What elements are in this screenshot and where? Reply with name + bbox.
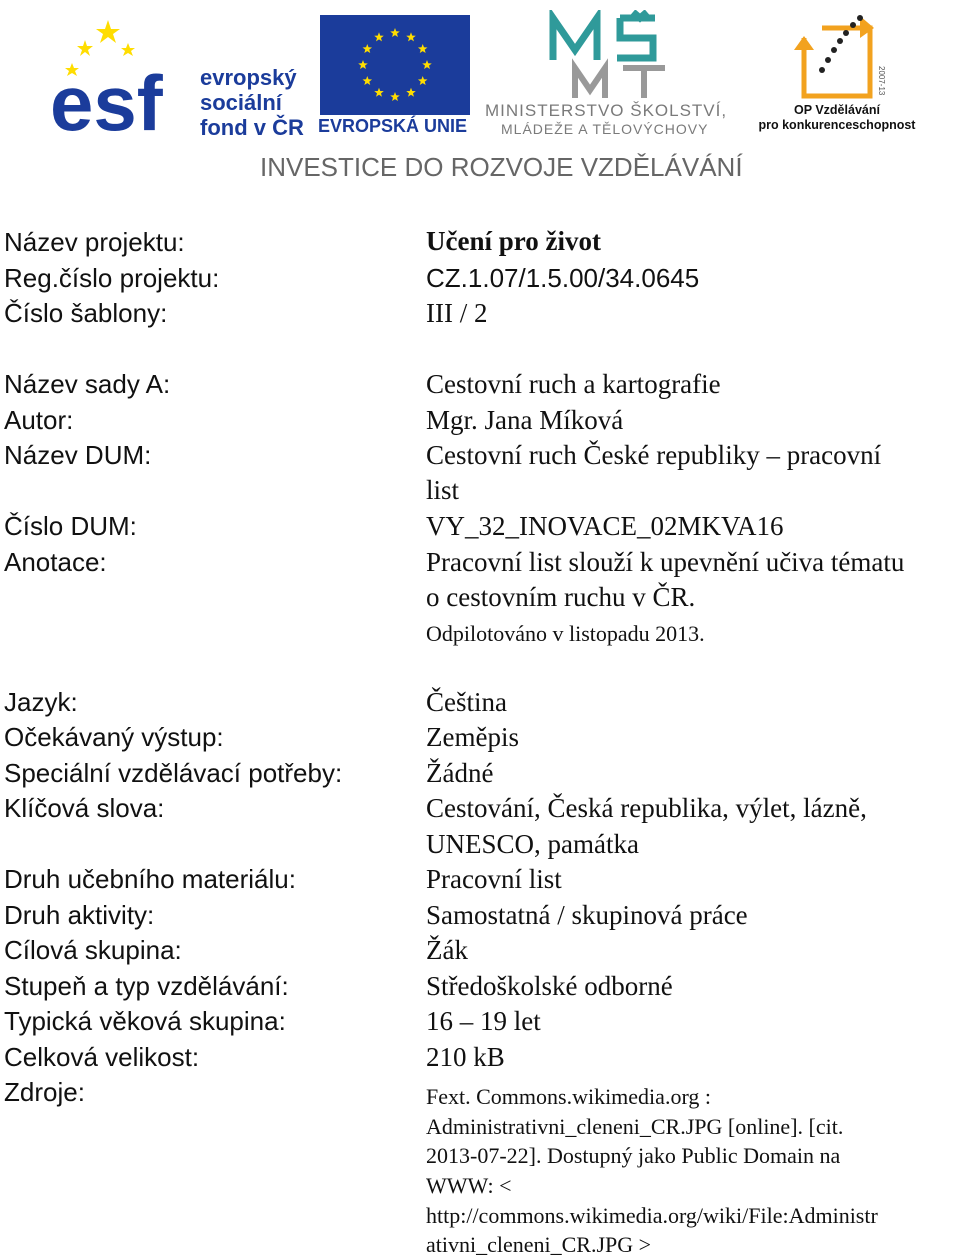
- row-vystup: [4, 722, 224, 753]
- value-aktivita: Samostatná / skupinová práce: [426, 900, 748, 930]
- value-anotace-2: o cestovním ruchu v ČR.: [426, 582, 696, 612]
- op-text: [752, 103, 922, 133]
- eu-flag-logo: [320, 15, 470, 115]
- value-material: Pracovní list: [426, 864, 562, 894]
- value-zdroje-1: Fext. Commons.wikimedia.org :: [426, 1084, 711, 1109]
- row-vek: [4, 1006, 286, 1037]
- value-vystup: Zeměpis: [426, 722, 519, 752]
- row-aktivita: [4, 900, 154, 931]
- label-aktivita: Druh aktivity:: [4, 900, 155, 930]
- msmt-line-1: MINISTERSTVO ŠKOLSTVÍ,: [485, 101, 728, 120]
- msmt-text: [485, 101, 727, 139]
- eu-label: EVROPSKÁ UNIE: [318, 116, 468, 136]
- op-line-2: pro konkurenceschopnost: [758, 118, 916, 132]
- msmt-logo: [545, 10, 685, 102]
- row-potreby: [4, 758, 342, 789]
- esf-line-1: evropský: [200, 65, 297, 90]
- value-velikost: 210 kB: [426, 1042, 505, 1072]
- value-potreby: Žádné: [426, 758, 494, 788]
- row-sada: [4, 369, 170, 400]
- esf-line-3: fond v ČR: [200, 115, 304, 140]
- label-zdroje: Zdroje:: [4, 1077, 85, 1107]
- value-zdroje-3: 2013-07-22]. Dostupný jako Public Domain na: [426, 1143, 841, 1168]
- value-sada: Cestovní ruch a kartografie: [426, 369, 721, 399]
- esf-line-2: sociální: [200, 90, 282, 115]
- label-velikost: Celková velikost:: [4, 1042, 200, 1072]
- row-zdroje: [4, 1077, 85, 1108]
- label-vystup: Očekávaný výstup:: [4, 722, 224, 752]
- label-skupina: Cílová skupina:: [4, 935, 182, 965]
- op-line-1: OP Vzdělávání: [794, 103, 880, 117]
- value-slova-2: UNESCO, památka: [426, 829, 639, 859]
- row-jazyk: [4, 687, 78, 718]
- esf-logo: [50, 15, 195, 135]
- row-autor: [4, 405, 73, 436]
- value-zdroje-4: WWW: <: [426, 1173, 512, 1198]
- label-autor: Autor:: [4, 405, 74, 435]
- value-skupina: Žák: [426, 935, 468, 965]
- value-reg: CZ.1.07/1.5.00/34.0645: [426, 263, 700, 293]
- label-stupen: Stupeň a typ vzdělávání:: [4, 971, 289, 1001]
- esf-text: [200, 65, 304, 140]
- row-material: [4, 864, 296, 895]
- row-projekt: [4, 227, 185, 258]
- value-anotace-3: Odpilotováno v listopadu 2013.: [426, 621, 705, 646]
- value-slova-1: Cestování, Česká republika, výlet, lázně,: [426, 793, 867, 823]
- value-zdroje-6: ativni_cleneni_CR.JPG >: [426, 1232, 652, 1257]
- label-anotace: Anotace:: [4, 547, 107, 577]
- row-dum: [4, 440, 151, 471]
- row-anotace: [4, 547, 107, 578]
- value-vek: 16 – 19 let: [426, 1006, 541, 1036]
- label-reg: Reg.číslo projektu:: [4, 263, 220, 293]
- value-dum-2: list: [426, 475, 460, 505]
- label-sada: Název sady A:: [4, 369, 171, 399]
- value-autor: Mgr. Jana Míková: [426, 405, 624, 435]
- value-zdroje-5[interactable]: http://commons.wikimedia.org/wiki/File:Administr: [426, 1203, 878, 1228]
- row-slova: [4, 793, 164, 824]
- svg-text:esf: esf: [50, 59, 163, 135]
- label-jazyk: Jazyk:: [4, 687, 78, 717]
- label-vek: Typická věková skupina:: [4, 1006, 286, 1036]
- row-skupina: [4, 935, 182, 966]
- label-cislo-dum: Číslo DUM:: [4, 511, 137, 541]
- svg-text:2007-13: 2007-13: [877, 66, 886, 96]
- value-jazyk: Čeština: [426, 687, 507, 717]
- label-sablona: Číslo šablony:: [4, 298, 168, 328]
- logo-header: [0, 0, 960, 200]
- label-projekt: Název projektu:: [4, 227, 185, 257]
- row-sablona: [4, 298, 167, 329]
- label-slova: Klíčová slova:: [4, 793, 165, 823]
- value-dum-1: Cestovní ruch České republiky – pracovní: [426, 440, 882, 470]
- row-velikost: [4, 1042, 199, 1073]
- op-logo: [782, 8, 892, 103]
- label-dum: Název DUM:: [4, 440, 152, 470]
- row-cislo-dum: [4, 511, 137, 542]
- value-projekt: Učení pro život: [426, 226, 601, 256]
- slogan: INVESTICE DO ROZVOJE VZDĚLÁVÁNÍ: [260, 152, 743, 182]
- label-material: Druh učebního materiálu:: [4, 864, 296, 894]
- value-stupen: Středoškolské odborné: [426, 971, 673, 1001]
- value-anotace-1: Pracovní list slouží k upevnění učiva tématu: [426, 547, 905, 577]
- row-stupen: [4, 971, 289, 1002]
- value-zdroje-2: Administrativni_cleneni_CR.JPG [online]. [cit.: [426, 1114, 844, 1139]
- label-potreby: Speciální vzdělávací potřeby:: [4, 758, 343, 788]
- value-sablona: III / 2: [426, 298, 488, 328]
- row-reg: [4, 263, 219, 294]
- msmt-line-2: MLÁDEŽE A TĚLOVÝCHOVY: [501, 121, 709, 137]
- value-cislo-dum: VY_32_INOVACE_02MKVA16: [426, 511, 784, 541]
